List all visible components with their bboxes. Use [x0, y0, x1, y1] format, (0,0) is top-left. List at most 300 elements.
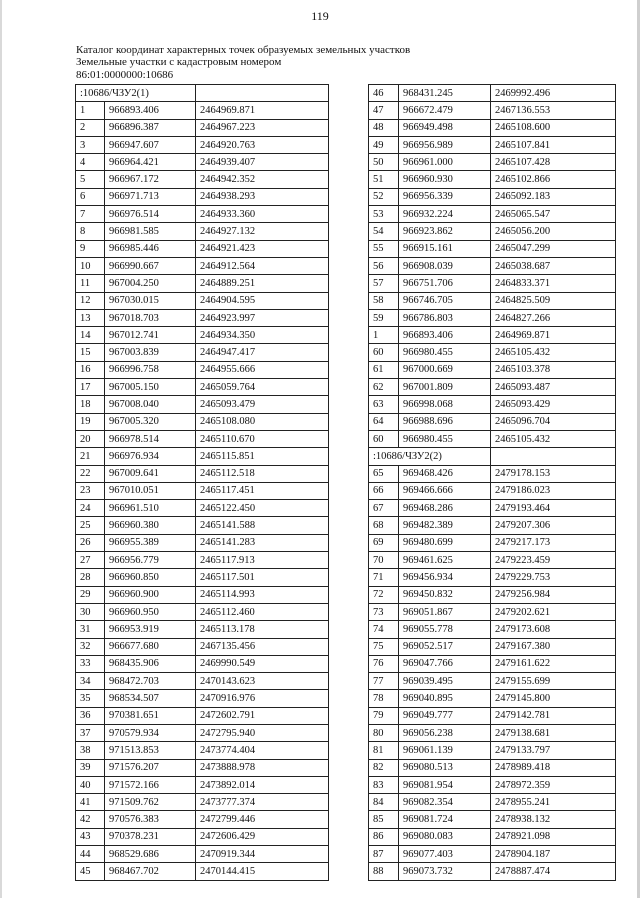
- y-coordinate-cell: 2465059.764: [196, 379, 329, 396]
- table-row: [369, 257, 616, 274]
- y-coordinate-cell: 2472606.429: [196, 828, 329, 845]
- point-number-cell: 80: [369, 724, 399, 741]
- point-number-cell: 18: [76, 396, 105, 413]
- y-coordinate-cell: 2464923.997: [196, 309, 329, 326]
- x-coordinate-cell: 969082.354: [399, 794, 491, 811]
- y-coordinate-cell: 2472602.791: [196, 707, 329, 724]
- table-row: [76, 517, 329, 534]
- table-row: [369, 673, 616, 690]
- x-coordinate-cell: 966996.758: [105, 361, 196, 378]
- point-number-cell: 66: [369, 482, 399, 499]
- point-number-cell: 34: [76, 673, 105, 690]
- y-coordinate-cell: 2473892.014: [196, 776, 329, 793]
- document-header: [76, 44, 410, 81]
- page-number: 119: [311, 9, 329, 23]
- table-row: [369, 275, 616, 292]
- y-coordinate-cell: 2465096.704: [491, 413, 616, 430]
- point-number-cell: 32: [76, 638, 105, 655]
- table-row: [369, 603, 616, 620]
- point-number-cell: 39: [76, 759, 105, 776]
- x-coordinate-cell: 969047.766: [399, 655, 491, 672]
- y-coordinate-cell: 2469992.496: [491, 85, 616, 102]
- point-number-cell: 56: [369, 257, 399, 274]
- table-row: [369, 223, 616, 240]
- y-coordinate-cell: 2465093.487: [491, 379, 616, 396]
- y-coordinate-cell: 2479142.781: [491, 707, 616, 724]
- x-coordinate-cell: 967030.015: [105, 292, 196, 309]
- x-coordinate-cell: 966672.479: [399, 102, 491, 119]
- point-number-cell: 13: [76, 309, 105, 326]
- table-row: [369, 569, 616, 586]
- point-number-cell: 78: [369, 690, 399, 707]
- point-number-cell: 61: [369, 361, 399, 378]
- y-coordinate-cell: 2464827.266: [491, 309, 616, 326]
- table-row: [76, 482, 329, 499]
- x-coordinate-cell: 966980.455: [399, 430, 491, 447]
- table-row: [369, 621, 616, 638]
- table-row: [369, 707, 616, 724]
- y-coordinate-cell: 2465112.460: [196, 603, 329, 620]
- point-number-cell: 38: [76, 742, 105, 759]
- y-coordinate-cell: 2470144.415: [196, 863, 329, 880]
- table-row: [76, 223, 329, 240]
- point-number-cell: 17: [76, 379, 105, 396]
- x-coordinate-cell: 966953.919: [105, 621, 196, 638]
- y-coordinate-cell: 2465141.588: [196, 517, 329, 534]
- y-coordinate-cell: 2464938.293: [196, 188, 329, 205]
- point-number-cell: 43: [76, 828, 105, 845]
- x-coordinate-cell: 969056.238: [399, 724, 491, 741]
- section-label: :10686/ЧЗУ2(2): [369, 448, 491, 465]
- point-number-cell: 33: [76, 655, 105, 672]
- x-coordinate-cell: 971513.853: [105, 742, 196, 759]
- point-number-cell: 2: [76, 119, 105, 136]
- point-number-cell: 36: [76, 707, 105, 724]
- point-number-cell: 1: [369, 327, 399, 344]
- x-coordinate-cell: 966971.713: [105, 188, 196, 205]
- table-row: [369, 742, 616, 759]
- x-coordinate-cell: 969061.139: [399, 742, 491, 759]
- x-coordinate-cell: 966964.421: [105, 154, 196, 171]
- y-coordinate-cell: 2464920.763: [196, 136, 329, 153]
- point-number-cell: 30: [76, 603, 105, 620]
- y-coordinate-cell: 2473777.374: [196, 794, 329, 811]
- point-number-cell: 12: [76, 292, 105, 309]
- x-coordinate-cell: 967009.641: [105, 465, 196, 482]
- table-row: [369, 552, 616, 569]
- section-label: :10686/ЧЗУ2(1): [76, 85, 196, 102]
- table-row: [369, 465, 616, 482]
- table-row: [369, 413, 616, 430]
- point-number-cell: 3: [76, 136, 105, 153]
- y-coordinate-cell: 2479178.153: [491, 465, 616, 482]
- point-number-cell: 76: [369, 655, 399, 672]
- point-number-cell: 63: [369, 396, 399, 413]
- table-row: [369, 240, 616, 257]
- x-coordinate-cell: 966915.161: [399, 240, 491, 257]
- y-coordinate-cell: 2465056.200: [491, 223, 616, 240]
- point-number-cell: 25: [76, 517, 105, 534]
- x-coordinate-cell: 966998.068: [399, 396, 491, 413]
- y-coordinate-cell: 2465047.299: [491, 240, 616, 257]
- y-coordinate-cell: 2467135.456: [196, 638, 329, 655]
- y-coordinate-cell: 2478989.418: [491, 759, 616, 776]
- y-coordinate-cell: 2479138.681: [491, 724, 616, 741]
- table-row: [76, 327, 329, 344]
- table-row: [369, 863, 616, 880]
- y-coordinate-cell: 2464955.666: [196, 361, 329, 378]
- x-coordinate-cell: 966967.172: [105, 171, 196, 188]
- coordinates-table-left: [75, 84, 329, 881]
- table-row: [76, 240, 329, 257]
- x-coordinate-cell: 966956.989: [399, 136, 491, 153]
- point-number-cell: 68: [369, 517, 399, 534]
- table-row: [369, 102, 616, 119]
- x-coordinate-cell: 969081.954: [399, 776, 491, 793]
- y-coordinate-cell: 2465110.670: [196, 430, 329, 447]
- table-row: [76, 776, 329, 793]
- point-number-cell: 21: [76, 448, 105, 465]
- y-coordinate-cell: 2465113.178: [196, 621, 329, 638]
- x-coordinate-cell: 967012.741: [105, 327, 196, 344]
- table-row: [369, 136, 616, 153]
- table-row: [76, 448, 329, 465]
- table-row: [369, 309, 616, 326]
- x-coordinate-cell: 966980.455: [399, 344, 491, 361]
- y-coordinate-cell: 2464904.595: [196, 292, 329, 309]
- x-coordinate-cell: 967004.250: [105, 275, 196, 292]
- table-row: [369, 154, 616, 171]
- y-coordinate-cell: 2467136.553: [491, 102, 616, 119]
- point-number-cell: 48: [369, 119, 399, 136]
- table-row: [76, 742, 329, 759]
- y-coordinate-cell: 2473888.978: [196, 759, 329, 776]
- y-coordinate-cell: 2478938.132: [491, 811, 616, 828]
- table-row: [369, 811, 616, 828]
- x-coordinate-cell: 969073.732: [399, 863, 491, 880]
- point-number-cell: 24: [76, 500, 105, 517]
- table-row: [76, 275, 329, 292]
- x-coordinate-cell: 969049.777: [399, 707, 491, 724]
- table-row: [369, 119, 616, 136]
- point-number-cell: 52: [369, 188, 399, 205]
- x-coordinate-cell: 970579.934: [105, 724, 196, 741]
- point-number-cell: 31: [76, 621, 105, 638]
- table-row: [76, 119, 329, 136]
- point-number-cell: 67: [369, 500, 399, 517]
- y-coordinate-cell: 2465105.432: [491, 430, 616, 447]
- point-number-cell: 60: [369, 344, 399, 361]
- x-coordinate-cell: 966947.607: [105, 136, 196, 153]
- point-number-cell: 88: [369, 863, 399, 880]
- x-coordinate-cell: 969081.724: [399, 811, 491, 828]
- y-coordinate-cell: 2478972.359: [491, 776, 616, 793]
- y-coordinate-cell: 2464969.871: [196, 102, 329, 119]
- table-row: [76, 171, 329, 188]
- x-coordinate-cell: 967000.669: [399, 361, 491, 378]
- point-number-cell: 4: [76, 154, 105, 171]
- x-coordinate-cell: 968472.703: [105, 673, 196, 690]
- point-number-cell: 74: [369, 621, 399, 638]
- x-coordinate-cell: 969051.867: [399, 603, 491, 620]
- table-row: [369, 846, 616, 863]
- y-coordinate-cell: 2465108.600: [491, 119, 616, 136]
- table-row: [76, 586, 329, 603]
- y-coordinate-cell: 2479229.753: [491, 569, 616, 586]
- scan-edge-left: [0, 0, 2, 898]
- point-number-cell: 5: [76, 171, 105, 188]
- y-coordinate-cell: 2464825.509: [491, 292, 616, 309]
- y-coordinate-cell: 2464967.223: [196, 119, 329, 136]
- table-row: [76, 569, 329, 586]
- table-row: [369, 534, 616, 551]
- y-coordinate-cell: 2470143.623: [196, 673, 329, 690]
- coordinates-table-left-body: [76, 85, 329, 881]
- point-number-cell: 16: [76, 361, 105, 378]
- point-number-cell: 41: [76, 794, 105, 811]
- y-coordinate-cell: 2472799.446: [196, 811, 329, 828]
- point-number-cell: 65: [369, 465, 399, 482]
- table-row: [369, 85, 616, 102]
- table-row: [76, 430, 329, 447]
- y-coordinate-cell: 2464947.417: [196, 344, 329, 361]
- table-row: [76, 257, 329, 274]
- table-row: [369, 759, 616, 776]
- y-coordinate-cell: 2479155.699: [491, 673, 616, 690]
- x-coordinate-cell: 966955.389: [105, 534, 196, 551]
- table-row: [76, 396, 329, 413]
- section-header-row: [369, 448, 616, 465]
- y-coordinate-cell: 2465107.841: [491, 136, 616, 153]
- x-coordinate-cell: 966746.705: [399, 292, 491, 309]
- point-number-cell: 35: [76, 690, 105, 707]
- x-coordinate-cell: 967003.839: [105, 344, 196, 361]
- table-row: [369, 292, 616, 309]
- table-row: [76, 500, 329, 517]
- y-coordinate-cell: 2465102.866: [491, 171, 616, 188]
- x-coordinate-cell: 968467.702: [105, 863, 196, 880]
- y-coordinate-cell: 2465117.501: [196, 569, 329, 586]
- table-row: [369, 327, 616, 344]
- table-row: [369, 396, 616, 413]
- table-row: [76, 759, 329, 776]
- x-coordinate-cell: 969468.426: [399, 465, 491, 482]
- y-coordinate-cell: 2478921.098: [491, 828, 616, 845]
- point-number-cell: 69: [369, 534, 399, 551]
- y-coordinate-cell: 2464912.564: [196, 257, 329, 274]
- x-coordinate-cell: 969482.389: [399, 517, 491, 534]
- y-coordinate-cell: 2473774.404: [196, 742, 329, 759]
- y-coordinate-cell: 2479207.306: [491, 517, 616, 534]
- point-number-cell: 40: [76, 776, 105, 793]
- point-number-cell: 54: [369, 223, 399, 240]
- point-number-cell: 84: [369, 794, 399, 811]
- y-coordinate-cell: 2465114.993: [196, 586, 329, 603]
- x-coordinate-cell: 969077.403: [399, 846, 491, 863]
- table-row: [76, 552, 329, 569]
- table-row: [76, 811, 329, 828]
- table-row: [369, 586, 616, 603]
- table-row: [76, 292, 329, 309]
- point-number-cell: 53: [369, 206, 399, 223]
- table-row: [76, 413, 329, 430]
- y-coordinate-cell: 2464833.371: [491, 275, 616, 292]
- table-row: [76, 102, 329, 119]
- x-coordinate-cell: 966677.680: [105, 638, 196, 655]
- x-coordinate-cell: 966960.900: [105, 586, 196, 603]
- x-coordinate-cell: 969450.832: [399, 586, 491, 603]
- point-number-cell: 83: [369, 776, 399, 793]
- y-coordinate-cell: 2479133.797: [491, 742, 616, 759]
- table-row: [76, 309, 329, 326]
- y-coordinate-cell: 2465141.283: [196, 534, 329, 551]
- x-coordinate-cell: 967001.809: [399, 379, 491, 396]
- x-coordinate-cell: 966988.696: [399, 413, 491, 430]
- point-number-cell: 9: [76, 240, 105, 257]
- table-row: [76, 534, 329, 551]
- point-number-cell: 45: [76, 863, 105, 880]
- point-number-cell: 11: [76, 275, 105, 292]
- x-coordinate-cell: 969039.495: [399, 673, 491, 690]
- y-coordinate-cell: 2465122.450: [196, 500, 329, 517]
- x-coordinate-cell: 970576.383: [105, 811, 196, 828]
- point-number-cell: 42: [76, 811, 105, 828]
- point-number-cell: 86: [369, 828, 399, 845]
- table-row: [76, 828, 329, 845]
- point-number-cell: 49: [369, 136, 399, 153]
- x-coordinate-cell: 966956.779: [105, 552, 196, 569]
- x-coordinate-cell: 970381.651: [105, 707, 196, 724]
- table-row: [369, 206, 616, 223]
- table-row: [76, 794, 329, 811]
- point-number-cell: 46: [369, 85, 399, 102]
- point-number-cell: 79: [369, 707, 399, 724]
- y-coordinate-cell: 2465092.183: [491, 188, 616, 205]
- x-coordinate-cell: 966956.339: [399, 188, 491, 205]
- y-coordinate-cell: 2464921.423: [196, 240, 329, 257]
- point-number-cell: 55: [369, 240, 399, 257]
- table-row: [76, 603, 329, 620]
- x-coordinate-cell: 971576.207: [105, 759, 196, 776]
- x-coordinate-cell: 967008.040: [105, 396, 196, 413]
- table-row: [76, 154, 329, 171]
- point-number-cell: 22: [76, 465, 105, 482]
- table-row: [369, 724, 616, 741]
- table-row: [369, 638, 616, 655]
- point-number-cell: 85: [369, 811, 399, 828]
- point-number-cell: 20: [76, 430, 105, 447]
- y-coordinate-cell: 2479145.800: [491, 690, 616, 707]
- point-number-cell: 15: [76, 344, 105, 361]
- x-coordinate-cell: 966932.224: [399, 206, 491, 223]
- table-row: [76, 655, 329, 672]
- x-coordinate-cell: 969040.895: [399, 690, 491, 707]
- y-coordinate-cell: 2478955.241: [491, 794, 616, 811]
- x-coordinate-cell: 970378.231: [105, 828, 196, 845]
- table-row: [369, 690, 616, 707]
- y-coordinate-cell: 2464939.407: [196, 154, 329, 171]
- point-number-cell: 14: [76, 327, 105, 344]
- table-row: [369, 171, 616, 188]
- x-coordinate-cell: 966961.510: [105, 500, 196, 517]
- point-number-cell: 71: [369, 569, 399, 586]
- table-row: [369, 776, 616, 793]
- x-coordinate-cell: 966960.380: [105, 517, 196, 534]
- y-coordinate-cell: 2470919.344: [196, 846, 329, 863]
- x-coordinate-cell: 966960.950: [105, 603, 196, 620]
- x-coordinate-cell: 966908.039: [399, 257, 491, 274]
- table-row: [76, 863, 329, 880]
- y-coordinate-cell: 2478904.187: [491, 846, 616, 863]
- point-number-cell: 73: [369, 603, 399, 620]
- x-coordinate-cell: 966961.000: [399, 154, 491, 171]
- cadastral-number: 86:01:0000000:10686: [76, 68, 174, 81]
- point-number-cell: 70: [369, 552, 399, 569]
- coordinates-table-right: [368, 84, 616, 881]
- x-coordinate-cell: 966751.706: [399, 275, 491, 292]
- y-coordinate-cell: 2478887.474: [491, 863, 616, 880]
- x-coordinate-cell: 966976.934: [105, 448, 196, 465]
- point-number-cell: 6: [76, 188, 105, 205]
- point-number-cell: 75: [369, 638, 399, 655]
- x-coordinate-cell: 966893.406: [399, 327, 491, 344]
- table-row: [369, 430, 616, 447]
- table-row: [369, 517, 616, 534]
- empty-cell: [196, 85, 329, 102]
- y-coordinate-cell: 2465107.428: [491, 154, 616, 171]
- table-row: [369, 500, 616, 517]
- x-coordinate-cell: 968435.906: [105, 655, 196, 672]
- point-number-cell: 72: [369, 586, 399, 603]
- point-number-cell: 23: [76, 482, 105, 499]
- y-coordinate-cell: 2464934.350: [196, 327, 329, 344]
- y-coordinate-cell: 2479256.984: [491, 586, 616, 603]
- y-coordinate-cell: 2479202.621: [491, 603, 616, 620]
- y-coordinate-cell: 2465108.080: [196, 413, 329, 430]
- table-row: [76, 690, 329, 707]
- x-coordinate-cell: 966985.446: [105, 240, 196, 257]
- x-coordinate-cell: 969456.934: [399, 569, 491, 586]
- table-row: [369, 379, 616, 396]
- table-row: [76, 638, 329, 655]
- x-coordinate-cell: 967010.051: [105, 482, 196, 499]
- y-coordinate-cell: 2465103.378: [491, 361, 616, 378]
- point-number-cell: 57: [369, 275, 399, 292]
- x-coordinate-cell: 966978.514: [105, 430, 196, 447]
- coordinates-table-right-body: [369, 85, 616, 881]
- point-number-cell: 64: [369, 413, 399, 430]
- x-coordinate-cell: 969055.778: [399, 621, 491, 638]
- table-row: [369, 361, 616, 378]
- y-coordinate-cell: 2464969.871: [491, 327, 616, 344]
- point-number-cell: 51: [369, 171, 399, 188]
- point-number-cell: 60: [369, 430, 399, 447]
- point-number-cell: 26: [76, 534, 105, 551]
- table-row: [76, 465, 329, 482]
- point-number-cell: 82: [369, 759, 399, 776]
- y-coordinate-cell: 2472795.940: [196, 724, 329, 741]
- x-coordinate-cell: 971509.762: [105, 794, 196, 811]
- x-coordinate-cell: 968529.686: [105, 846, 196, 863]
- table-row: [76, 846, 329, 863]
- table-row: [76, 206, 329, 223]
- y-coordinate-cell: 2465093.479: [196, 396, 329, 413]
- x-coordinate-cell: 966990.667: [105, 257, 196, 274]
- point-number-cell: 10: [76, 257, 105, 274]
- x-coordinate-cell: 966893.406: [105, 102, 196, 119]
- point-number-cell: 8: [76, 223, 105, 240]
- y-coordinate-cell: 2465112.518: [196, 465, 329, 482]
